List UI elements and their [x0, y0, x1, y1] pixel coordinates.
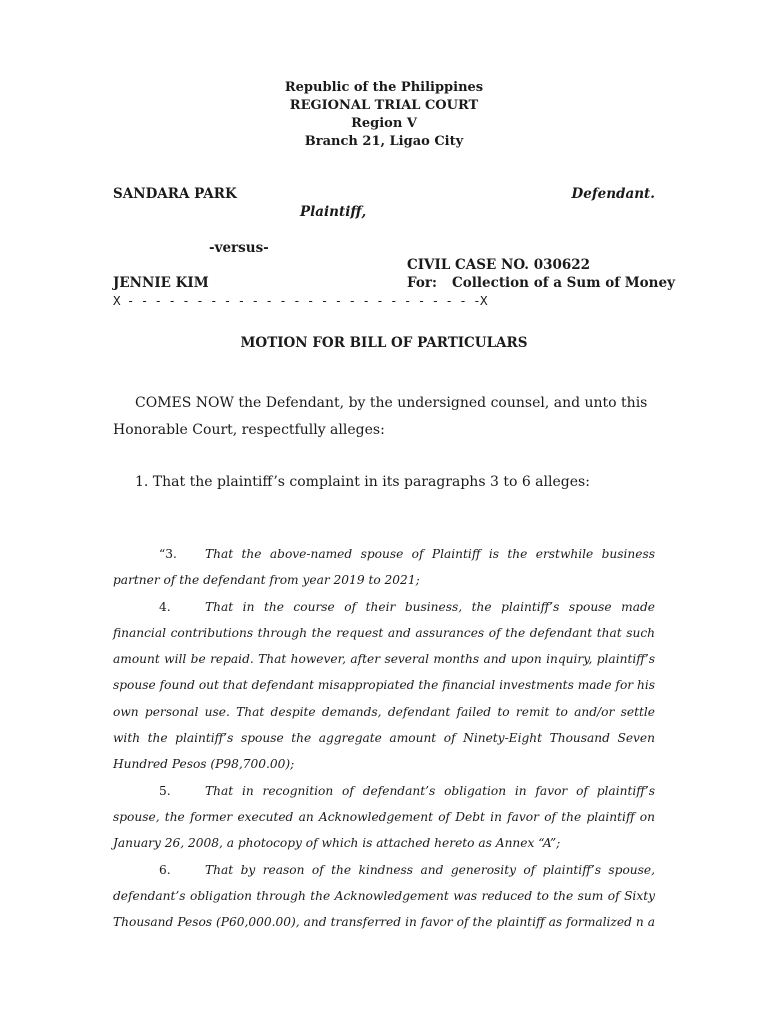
quoted-paragraph-5: [113, 778, 655, 857]
paragraph-text: That in the course of their business, the plaintiff’s spouse made financial contributions through the request and assurances of the defendant that such amount will be repaid. That however, after several months and upon inquiry, plaintiff’s spouse found out that defendant misappropiated the financial investments made for his own personal use. That despite demands, defendant failed to remit to and/or settle with the plaintiff’s spouse the aggregate amount of Ninety-Eight Thousand Seven Hundred Pesos (P98,700.00);: [113, 599, 655, 772]
intro-line-2: Honorable Court, respectfully alleges:: [113, 422, 385, 438]
paragraph-text: That the above-named spouse of Plaintiff is the erstwhile business partner of the defendant from year 2019 to 2021;: [113, 547, 655, 588]
paragraph-number: 5.: [159, 783, 171, 798]
plaintiff-role: Plaintiff,: [300, 204, 367, 220]
caption-separator: X - - - - - - - - - - - - - - - - - - - - - - - - - -X: [113, 293, 487, 308]
paragraph-number: 6.: [159, 862, 171, 877]
header-region: Region V: [351, 116, 417, 131]
plaintiff-name: SANDARA PARK: [113, 186, 237, 202]
for-label: For:: [407, 275, 437, 291]
versus-label: -versus-: [209, 240, 269, 256]
paragraph-number: 4.: [159, 599, 171, 614]
defendant-role: Defendant.: [571, 186, 655, 202]
case-number: CIVIL CASE NO. 030622: [407, 257, 591, 273]
quoted-paragraph-3: [113, 541, 655, 594]
intro-line-1: COMES NOW the Defendant, by the undersigned counsel, and unto this: [135, 395, 648, 411]
for-value: Collection of a Sum of Money: [452, 275, 675, 291]
quoted-allegations: [113, 541, 655, 935]
item-1: 1. That the plaintiff’s complaint in its paragraphs 3 to 6 alleges:: [135, 474, 590, 490]
motion-title: MOTION FOR BILL OF PARTICULARS: [240, 335, 528, 351]
header-republic: Republic of the Philippines: [284, 80, 484, 95]
paragraph-number: “3.: [159, 547, 177, 561]
paragraph-text: That in recognition of defendant’s obligation in favor of plaintiff’s spouse, the former executed an Acknowledgement of Debt in favor of the plaintiff on January 26, 2008, a photocopy of which is attached hereto as Annex “A”;: [113, 783, 655, 851]
header-branch: Branch 21, Ligao City: [304, 134, 464, 149]
defendant-name: JENNIE KIM: [113, 275, 209, 291]
quoted-paragraph-4: [113, 594, 655, 778]
paragraph-text: That by reason of the kindness and generosity of plaintiff’s spouse, defendant’s obligation through the Acknowledgement was reduced to the sum of Sixty Thousand Pesos (P60,000.00), and transferred in favor of the plaintiff as formalized n a: [113, 862, 655, 930]
header-court: REGIONAL TRIAL COURT: [289, 98, 479, 113]
quoted-paragraph-6: [113, 857, 655, 936]
